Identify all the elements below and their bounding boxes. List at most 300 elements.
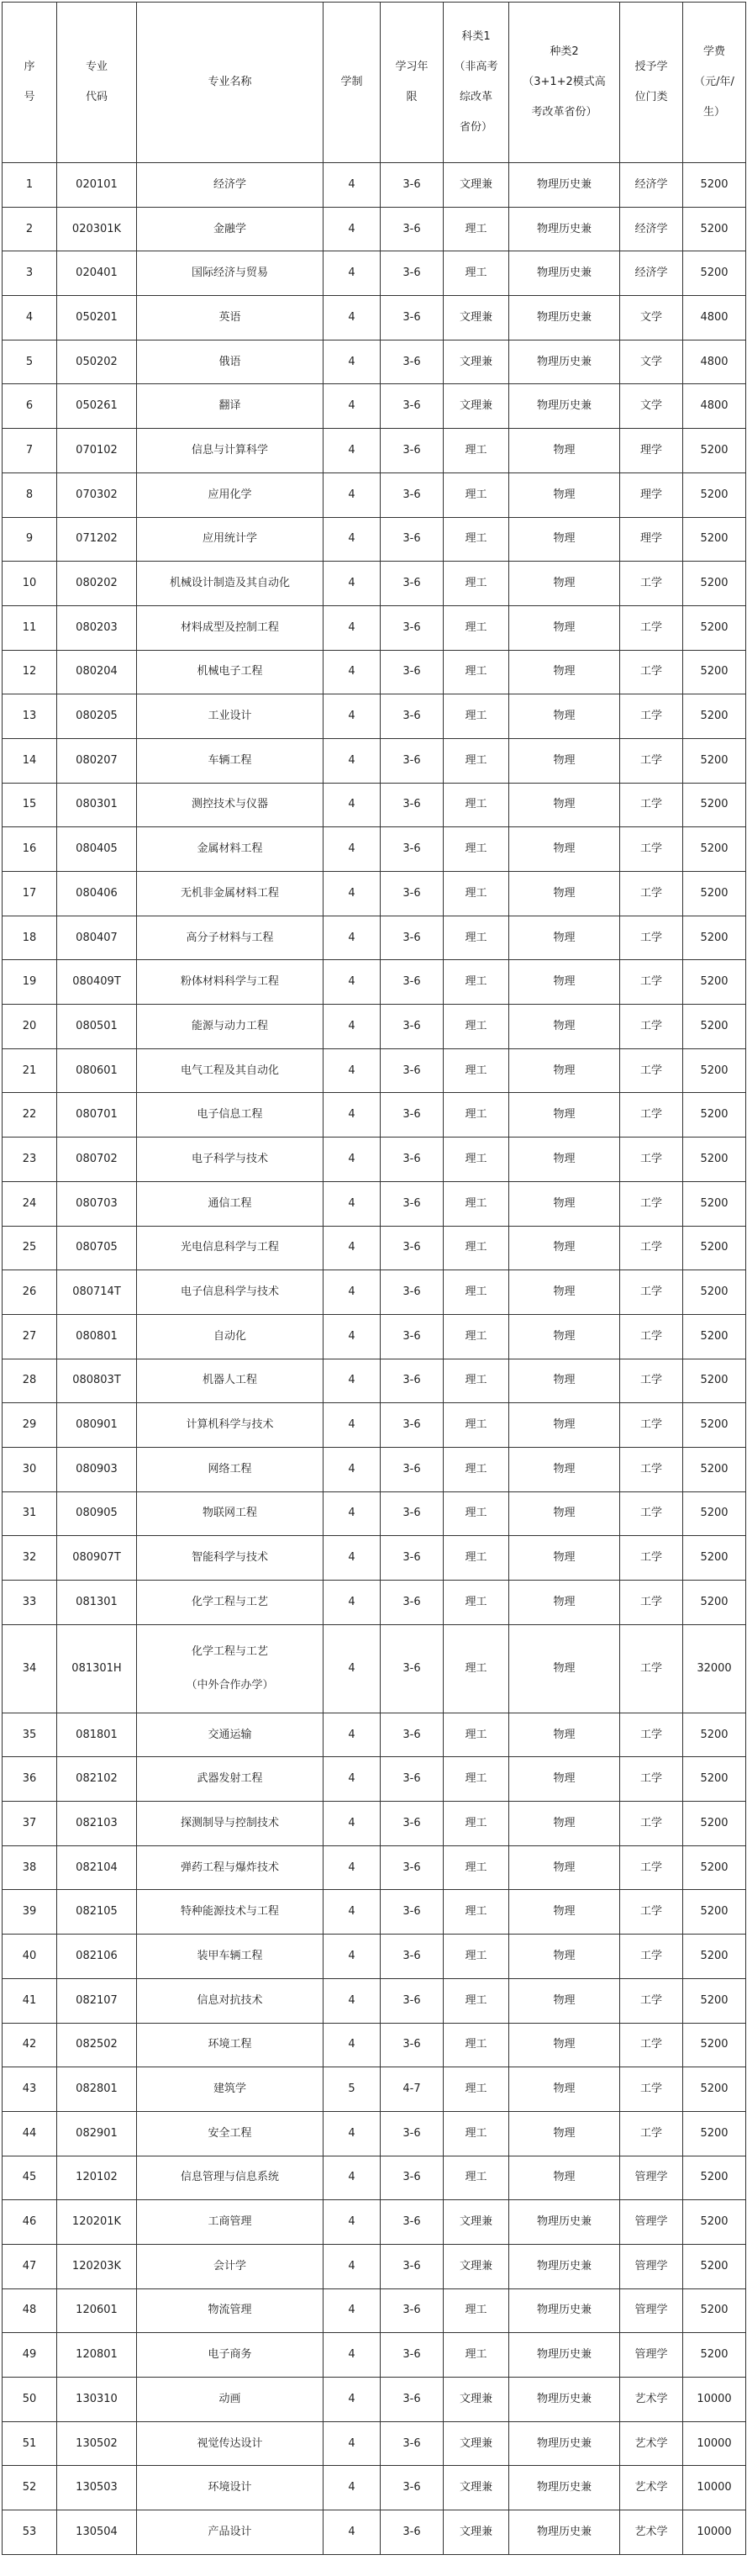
cell-degree: 工学: [620, 827, 683, 872]
cell-fee: 5200: [683, 694, 746, 739]
cell-seq: 24: [3, 1181, 57, 1226]
table-row: [3, 1048, 746, 1093]
cell-degree: 工学: [620, 2023, 683, 2067]
cell-name: 通信工程: [137, 1181, 324, 1226]
header-degree: 授予学 位门类: [620, 3, 683, 163]
cell-name: 粉体材料科学与工程: [137, 960, 324, 1005]
cell-code: 082801: [57, 2067, 137, 2112]
cell-name: 环境设计: [137, 2466, 324, 2510]
cell-code: 080202: [57, 562, 137, 606]
cell-fee: 4800: [683, 384, 746, 429]
table-row: [3, 2288, 746, 2333]
cell-code: 082103: [57, 1802, 137, 1846]
cell-degree: 工学: [620, 694, 683, 739]
cell-cat2: 物理历史兼: [509, 2333, 620, 2378]
cell-duration: 4: [324, 1491, 381, 1536]
cell-degree: 工学: [620, 562, 683, 606]
table-row: [3, 296, 746, 340]
cell-cat2: 物理历史兼: [509, 296, 620, 340]
cell-duration: 4: [324, 1581, 381, 1625]
name-line: （中外合作办学）: [186, 1678, 274, 1692]
cell-years: 3-6: [381, 2244, 444, 2288]
cell-degree: 工学: [620, 1138, 683, 1182]
table-row: [3, 2244, 746, 2288]
cell-years: 3-6: [381, 1447, 444, 1491]
cell-fee: 5200: [683, 916, 746, 960]
cell-seq: 6: [3, 384, 57, 429]
cell-seq: 10: [3, 562, 57, 606]
cell-fee: 5200: [683, 562, 746, 606]
cell-duration: 4: [324, 2288, 381, 2333]
cell-cat2: 物理历史兼: [509, 207, 620, 251]
cell-seq: 35: [3, 1713, 57, 1757]
table-row: [3, 2378, 746, 2422]
cell-seq: 40: [3, 1935, 57, 1979]
cell-years: 3-6: [381, 2200, 444, 2245]
cell-code: 120601: [57, 2288, 137, 2333]
cell-code: 080405: [57, 827, 137, 872]
cell-seq: 33: [3, 1581, 57, 1625]
cell-fee: 5200: [683, 1890, 746, 1935]
cell-code: 080905: [57, 1491, 137, 1536]
cell-code: 080701: [57, 1093, 137, 1138]
table-row: [3, 517, 746, 562]
cell-code: 050201: [57, 296, 137, 340]
cell-years: 3-6: [381, 827, 444, 872]
cell-cat1: 理工: [444, 1581, 509, 1625]
table-row: [3, 2156, 746, 2200]
cell-degree: 经济学: [620, 251, 683, 296]
cell-duration: 4: [324, 1536, 381, 1581]
header-name: 专业名称: [137, 3, 324, 163]
table-body: [3, 163, 746, 2555]
cell-cat1: 理工: [444, 1181, 509, 1226]
cell-duration: 4: [324, 384, 381, 429]
cell-cat2: 物理: [509, 1138, 620, 1182]
cell-degree: 工学: [620, 1270, 683, 1315]
cell-duration: 4: [324, 1447, 381, 1491]
cell-years: 3-6: [381, 2156, 444, 2200]
cell-degree: 艺术学: [620, 2510, 683, 2555]
cell-code: 070102: [57, 429, 137, 473]
cell-code: 080803T: [57, 1359, 137, 1403]
cell-duration: 4: [324, 251, 381, 296]
cell-fee: 5200: [683, 2156, 746, 2200]
cell-seq: 41: [3, 1978, 57, 2023]
cell-duration: 4: [324, 1757, 381, 1802]
cell-cat2: 物理: [509, 1935, 620, 1979]
cell-years: 3-6: [381, 2288, 444, 2333]
cell-seq: 42: [3, 2023, 57, 2067]
cell-duration: 4: [324, 605, 381, 650]
cell-duration: 4: [324, 1359, 381, 1403]
cell-cat2: 物理历史兼: [509, 251, 620, 296]
cell-cat1: 理工: [444, 562, 509, 606]
cell-fee: 10000: [683, 2378, 746, 2422]
cell-cat2: 物理: [509, 1005, 620, 1049]
cell-fee: 5200: [683, 827, 746, 872]
cell-cat2: 物理: [509, 1845, 620, 1890]
cell-cat2: 物理: [509, 1757, 620, 1802]
header-duration: 学制: [324, 3, 381, 163]
cell-cat2: 物理: [509, 1890, 620, 1935]
cell-degree: 文学: [620, 296, 683, 340]
cell-years: 3-6: [381, 472, 444, 517]
header-seq: 序 号: [3, 3, 57, 163]
name-line: 化学工程与工艺: [191, 1644, 268, 1658]
cell-fee: 5200: [683, 1447, 746, 1491]
cell-cat1: 理工: [444, 1447, 509, 1491]
cell-code: 082502: [57, 2023, 137, 2067]
cell-cat1: 理工: [444, 472, 509, 517]
cell-fee: 5200: [683, 783, 746, 827]
cell-cat2: 物理: [509, 1713, 620, 1757]
cell-years: 3-6: [381, 738, 444, 783]
table-row: [3, 1093, 746, 1138]
cell-name: 应用化学: [137, 472, 324, 517]
cell-seq: 12: [3, 650, 57, 694]
cell-seq: 8: [3, 472, 57, 517]
cell-degree: 管理学: [620, 2288, 683, 2333]
cell-duration: 4: [324, 562, 381, 606]
cell-code: 070302: [57, 472, 137, 517]
cell-cat1: 文理兼: [444, 296, 509, 340]
cell-cat2: 物理历史兼: [509, 2244, 620, 2288]
cell-name: 信息对抗技术: [137, 1978, 324, 2023]
table-row: [3, 1802, 746, 1846]
cell-cat2: 物理: [509, 1491, 620, 1536]
cell-name: 物联网工程: [137, 1491, 324, 1536]
cell-degree: 艺术学: [620, 2378, 683, 2422]
cell-cat2: 物理历史兼: [509, 2378, 620, 2422]
cell-name: 信息管理与信息系统: [137, 2156, 324, 2200]
cell-cat2: 物理历史兼: [509, 2200, 620, 2245]
table-row: [3, 1403, 746, 1448]
table-row: [3, 1314, 746, 1359]
cell-duration: 4: [324, 694, 381, 739]
cell-cat1: 理工: [444, 1005, 509, 1049]
cell-degree: 工学: [620, 1181, 683, 1226]
table-row: [3, 1536, 746, 1581]
cell-cat1: 理工: [444, 738, 509, 783]
cell-duration: 4: [324, 1005, 381, 1049]
cell-fee: 5200: [683, 1359, 746, 1403]
cell-duration: 4: [324, 2378, 381, 2422]
table-row: [3, 384, 746, 429]
cell-name: 电子信息科学与技术: [137, 1270, 324, 1315]
cell-cat1: 理工: [444, 1226, 509, 1270]
table-row: [3, 1978, 746, 2023]
cell-cat1: 理工: [444, 1978, 509, 2023]
cell-cat1: 理工: [444, 1138, 509, 1182]
cell-cat1: 理工: [444, 1403, 509, 1448]
cell-cat1: 理工: [444, 1845, 509, 1890]
cell-years: 3-6: [381, 1005, 444, 1049]
table-row: [3, 872, 746, 916]
table-container: [2, 2, 746, 2555]
cell-years: 3-6: [381, 650, 444, 694]
cell-fee: 5200: [683, 472, 746, 517]
cell-years: 3-6: [381, 1978, 444, 2023]
cell-cat1: 理工: [444, 1270, 509, 1315]
cell-fee: 5200: [683, 2111, 746, 2156]
table-row: [3, 429, 746, 473]
cell-seq: 49: [3, 2333, 57, 2378]
cell-years: 3-6: [381, 1403, 444, 1448]
cell-years: 3-6: [381, 1935, 444, 1979]
cell-name: 工业设计: [137, 694, 324, 739]
cell-years: 3-6: [381, 1359, 444, 1403]
cell-years: 3-6: [381, 2111, 444, 2156]
cell-fee: 5200: [683, 1270, 746, 1315]
cell-duration: 4: [324, 2111, 381, 2156]
cell-code: 080903: [57, 1447, 137, 1491]
cell-seq: 30: [3, 1447, 57, 1491]
cell-years: 3-6: [381, 1048, 444, 1093]
cell-code: 082105: [57, 1890, 137, 1935]
cell-duration: 4: [324, 1624, 381, 1713]
cell-seq: 4: [3, 296, 57, 340]
cell-duration: 4: [324, 472, 381, 517]
cell-fee: 10000: [683, 2421, 746, 2466]
cell-cat2: 物理: [509, 605, 620, 650]
cell-seq: 1: [3, 163, 57, 208]
cell-degree: 管理学: [620, 2244, 683, 2288]
cell-fee: 5200: [683, 517, 746, 562]
cell-fee: 5200: [683, 251, 746, 296]
cell-name: 装甲车辆工程: [137, 1935, 324, 1979]
table-row: [3, 1845, 746, 1890]
cell-degree: 工学: [620, 1802, 683, 1846]
table-row: [3, 2510, 746, 2555]
cell-years: 3-6: [381, 1226, 444, 1270]
cell-name: 安全工程: [137, 2111, 324, 2156]
cell-name: 弹药工程与爆炸技术: [137, 1845, 324, 1890]
cell-duration: 4: [324, 163, 381, 208]
cell-seq: 46: [3, 2200, 57, 2245]
cell-name: 产品设计: [137, 2510, 324, 2555]
table-row: [3, 2023, 746, 2067]
cell-code: 082901: [57, 2111, 137, 2156]
cell-code: 080601: [57, 1048, 137, 1093]
table-row: [3, 2067, 746, 2112]
table-row: [3, 163, 746, 208]
cell-fee: 5200: [683, 2067, 746, 2112]
cell-seq: 22: [3, 1093, 57, 1138]
header-cat2: 种类2 （3+1+2模式高 考改革省份）: [509, 3, 620, 163]
cell-fee: 32000: [683, 1624, 746, 1713]
cell-name: 电子科学与技术: [137, 1138, 324, 1182]
table-row: [3, 472, 746, 517]
cell-code: 080205: [57, 694, 137, 739]
cell-cat2: 物理: [509, 1226, 620, 1270]
cell-name: 机械设计制造及其自动化: [137, 562, 324, 606]
cell-duration: 4: [324, 872, 381, 916]
cell-degree: 理学: [620, 472, 683, 517]
cell-code: 080409T: [57, 960, 137, 1005]
cell-seq: 48: [3, 2288, 57, 2333]
cell-duration: 4: [324, 1048, 381, 1093]
cell-years: 3-6: [381, 1802, 444, 1846]
cell-cat1: 文理兼: [444, 2200, 509, 2245]
cell-fee: 5200: [683, 1536, 746, 1581]
cell-cat1: 理工: [444, 960, 509, 1005]
cell-cat2: 物理: [509, 1403, 620, 1448]
cell-years: 3-6: [381, 1845, 444, 1890]
cell-cat1: 文理兼: [444, 2421, 509, 2466]
cell-seq: 2: [3, 207, 57, 251]
cell-seq: 26: [3, 1270, 57, 1315]
cell-code: 080407: [57, 916, 137, 960]
cell-fee: 4800: [683, 340, 746, 384]
cell-years: 3-6: [381, 1270, 444, 1315]
cell-name: 机器人工程: [137, 1359, 324, 1403]
table-row: [3, 960, 746, 1005]
cell-cat1: 理工: [444, 1890, 509, 1935]
table-row: [3, 1890, 746, 1935]
cell-name: 金属材料工程: [137, 827, 324, 872]
table-row: [3, 2111, 746, 2156]
cell-duration: 4: [324, 1713, 381, 1757]
cell-cat2: 物理: [509, 1359, 620, 1403]
cell-seq: 38: [3, 1845, 57, 1890]
cell-code: 080801: [57, 1314, 137, 1359]
cell-duration: 4: [324, 1890, 381, 1935]
cell-degree: 管理学: [620, 2156, 683, 2200]
cell-name: 俄语: [137, 340, 324, 384]
table-row: [3, 1226, 746, 1270]
cell-cat2: 物理: [509, 2111, 620, 2156]
cell-cat2: 物理: [509, 1048, 620, 1093]
cell-cat2: 物理: [509, 2156, 620, 2200]
cell-years: 3-6: [381, 1138, 444, 1182]
cell-duration: 4: [324, 1226, 381, 1270]
cell-fee: 5200: [683, 2288, 746, 2333]
cell-name: 动画: [137, 2378, 324, 2422]
cell-seq: 3: [3, 251, 57, 296]
cell-code: 120801: [57, 2333, 137, 2378]
cell-duration: 4: [324, 2466, 381, 2510]
cell-duration: 4: [324, 738, 381, 783]
table-row: [3, 1359, 746, 1403]
cell-seq: 37: [3, 1802, 57, 1846]
cell-years: 3-6: [381, 163, 444, 208]
cell-name: 翻译: [137, 384, 324, 429]
cell-cat2: 物理: [509, 1093, 620, 1138]
cell-duration: 4: [324, 1138, 381, 1182]
header-fee: 学费 （元/年/ 生）: [683, 3, 746, 163]
cell-code: 080907T: [57, 1536, 137, 1581]
cell-cat1: 理工: [444, 872, 509, 916]
cell-degree: 工学: [620, 1226, 683, 1270]
cell-cat1: 文理兼: [444, 384, 509, 429]
cell-cat2: 物理历史兼: [509, 2421, 620, 2466]
table-row: [3, 916, 746, 960]
cell-cat2: 物理: [509, 650, 620, 694]
cell-degree: 文学: [620, 384, 683, 429]
cell-fee: 5200: [683, 1491, 746, 1536]
table-row: [3, 694, 746, 739]
cell-degree: 管理学: [620, 2200, 683, 2245]
cell-duration: 4: [324, 1093, 381, 1138]
cell-years: 3-6: [381, 1757, 444, 1802]
cell-code: 130310: [57, 2378, 137, 2422]
table-row: [3, 1713, 746, 1757]
cell-cat2: 物理: [509, 472, 620, 517]
cell-duration: 4: [324, 916, 381, 960]
cell-cat1: 理工: [444, 783, 509, 827]
cell-seq: 50: [3, 2378, 57, 2422]
cell-cat2: 物理历史兼: [509, 340, 620, 384]
cell-name: 电子商务: [137, 2333, 324, 2378]
cell-years: 3-6: [381, 429, 444, 473]
cell-name: 自动化: [137, 1314, 324, 1359]
cell-fee: 5200: [683, 1138, 746, 1182]
table-row: [3, 738, 746, 783]
cell-degree: 工学: [620, 1093, 683, 1138]
cell-cat1: 理工: [444, 1093, 509, 1138]
cell-seq: 51: [3, 2421, 57, 2466]
cell-cat1: 理工: [444, 517, 509, 562]
cell-code: 080702: [57, 1138, 137, 1182]
cell-name: 应用统计学: [137, 517, 324, 562]
cell-years: 3-6: [381, 2378, 444, 2422]
cell-fee: 5200: [683, 2023, 746, 2067]
cell-code: 080301: [57, 783, 137, 827]
cell-code: 081301H: [57, 1624, 137, 1713]
header-cat1: 科类1 （非高考 综改革 省份）: [444, 3, 509, 163]
cell-years: 3-6: [381, 1890, 444, 1935]
cell-years: 3-6: [381, 384, 444, 429]
cell-years: 3-6: [381, 2466, 444, 2510]
cell-cat2: 物理历史兼: [509, 384, 620, 429]
cell-name: 计算机科学与技术: [137, 1403, 324, 1448]
cell-code: 050261: [57, 384, 137, 429]
cell-cat2: 物理: [509, 1270, 620, 1315]
cell-code: 080406: [57, 872, 137, 916]
cell-years: 3-6: [381, 562, 444, 606]
cell-years: 3-6: [381, 916, 444, 960]
cell-cat1: 理工: [444, 207, 509, 251]
cell-name: 化学工程与工艺: [137, 1581, 324, 1625]
cell-duration: 4: [324, 2156, 381, 2200]
table-row: [3, 340, 746, 384]
cell-cat1: 理工: [444, 429, 509, 473]
cell-name: 电子信息工程: [137, 1093, 324, 1138]
cell-duration: 4: [324, 517, 381, 562]
table-row: [3, 605, 746, 650]
cell-code: 080501: [57, 1005, 137, 1049]
cell-degree: 艺术学: [620, 2466, 683, 2510]
cell-degree: 工学: [620, 1005, 683, 1049]
cell-fee: 5200: [683, 872, 746, 916]
cell-duration: 4: [324, 296, 381, 340]
cell-seq: 19: [3, 960, 57, 1005]
cell-seq: 47: [3, 2244, 57, 2288]
cell-years: 3-6: [381, 605, 444, 650]
cell-seq: 20: [3, 1005, 57, 1049]
cell-fee: 5200: [683, 650, 746, 694]
cell-duration: 4: [324, 2200, 381, 2245]
cell-duration: 4: [324, 783, 381, 827]
cell-cat1: 文理兼: [444, 2244, 509, 2288]
cell-seq: 43: [3, 2067, 57, 2112]
cell-years: 3-6: [381, 2023, 444, 2067]
cell-cat2: 物理: [509, 1181, 620, 1226]
cell-fee: 5200: [683, 738, 746, 783]
cell-code: 130504: [57, 2510, 137, 2555]
cell-cat2: 物理: [509, 694, 620, 739]
